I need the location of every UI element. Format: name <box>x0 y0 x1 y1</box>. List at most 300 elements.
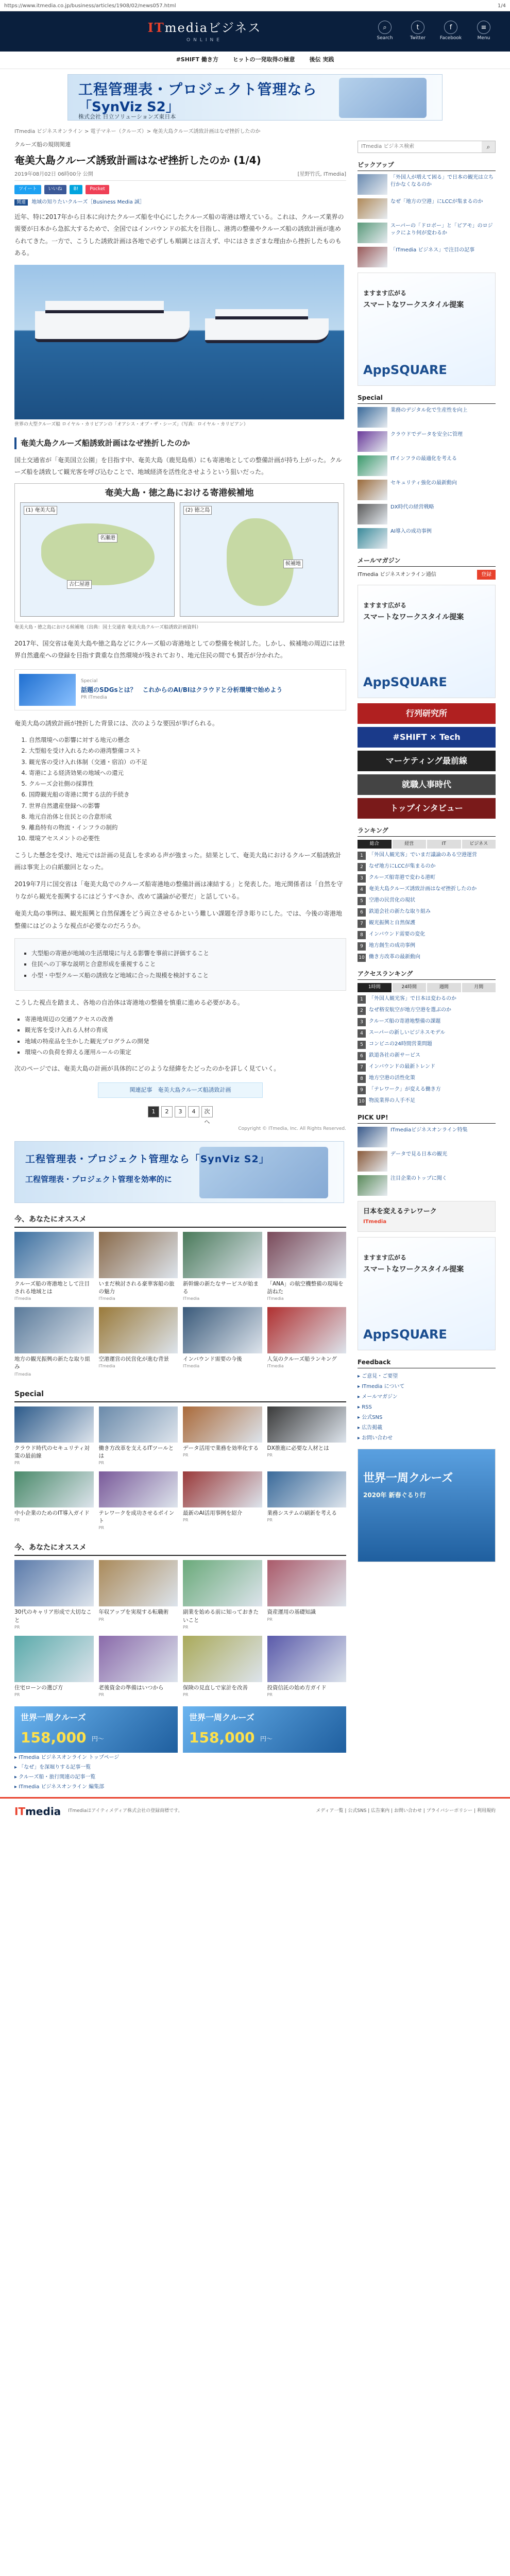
footer-logo-it: IT <box>14 1805 26 1818</box>
sidebar-special-item[interactable] <box>358 455 496 476</box>
recommend-card-source: ITmedia <box>14 1371 31 1377</box>
page-link[interactable]: 4 <box>188 1106 199 1117</box>
recommend-card-image <box>267 1307 347 1353</box>
header-icon-label: Twitter <box>410 36 426 41</box>
recommend2-card-image <box>99 1636 178 1682</box>
sidebar-ad-3-line1: 日本を変えるテレワーク <box>363 1207 437 1215</box>
sidebar-link[interactable]: ▸ メールマガジン <box>358 1394 398 1400</box>
sidebar-ad-4[interactable] <box>358 1237 496 1350</box>
bottom-ad-title: 世界一周クルーズ <box>189 1713 254 1723</box>
site-logo[interactable] <box>37 19 372 44</box>
ranking-item[interactable] <box>358 954 496 962</box>
inline-ad-label: Special <box>81 679 98 684</box>
ranking-tab[interactable]: 24時間 <box>393 983 427 992</box>
url-bar[interactable] <box>0 0 510 11</box>
bottom-ads <box>14 1706 346 1753</box>
sidebar-ad-5-title: 世界一周クルーズ <box>363 1471 453 1485</box>
rank-number: 10 <box>358 1097 366 1106</box>
share-button[interactable]: ツイート <box>14 185 41 194</box>
list-item: 9. 離島特有の物流・インフラの制約 <box>29 822 346 833</box>
recommend2-card-image <box>14 1636 94 1682</box>
banner-graphic <box>339 78 427 118</box>
list-item: ▪ 小型・中型クルーズ船の誘致など地域に合った規模を検討すること <box>31 970 339 981</box>
sidebar-special-item[interactable] <box>358 528 496 549</box>
rank-number: 3 <box>358 1018 366 1026</box>
recommend2-card[interactable] <box>183 1636 262 1698</box>
recommend-grid <box>14 1232 346 1378</box>
pickup-title: 「外国人が増えて困る」で日本の観光は立ち行かなくなるのか <box>390 174 494 188</box>
footer-link[interactable]: ▸ 「なぜ」を深堀りする記事一覧 <box>14 1765 91 1771</box>
map-title: 奄美大島・徳之島における寄港候補地 <box>105 488 254 499</box>
special-card-source: PR <box>14 1518 20 1523</box>
bottom-ad-price: 158,000 <box>21 1729 87 1747</box>
share-button[interactable]: Pocket <box>86 185 109 194</box>
recommend2-card-title: 資産運用の基礎知識 <box>267 1609 316 1616</box>
page-link[interactable]: 1 <box>148 1106 159 1117</box>
sidebar-ad-1[interactable] <box>358 273 496 386</box>
pickup-item[interactable] <box>358 247 496 267</box>
recommend-card[interactable] <box>267 1232 347 1302</box>
related-article-box[interactable]: 関連記事 奄美大島クルーズ船誘致計画 <box>98 1082 263 1098</box>
list-item: 3. 観光客の受け入れ体制（交通・宿泊）の不足 <box>29 757 346 768</box>
paragraph-2: 国土交通省が「奄美国立公園」を目指す中、奄美大島（鹿児島県）にも寄港地としての整備計画が持ち上がった。クルーズ船を誘致して観光客を呼び込むことで、地域経済を活性化させようという狙いだった。 <box>14 456 342 476</box>
pickup2-title: ITmediaビジネスオンライン特集 <box>390 1127 468 1133</box>
pickup2-heading: PICK UP! <box>358 1113 496 1124</box>
rank-number: 7 <box>358 1063 366 1072</box>
special-card[interactable] <box>267 1471 347 1531</box>
recommend2-card-source: PR <box>98 1617 104 1622</box>
banner-line1: 工程管理表・プロジェクト管理なら <box>78 80 317 98</box>
rank-title: 「テレワーク」が変える働き方 <box>369 1086 441 1092</box>
special-card[interactable] <box>183 1406 262 1466</box>
ranking-item[interactable] <box>358 1052 496 1060</box>
ranking-item[interactable] <box>358 1097 496 1106</box>
sidebar-special-title: DX時代の経営戦略 <box>390 504 434 510</box>
recommend-card-image <box>183 1232 262 1278</box>
sidebar-ad-3-brand: ITmedia <box>363 1218 387 1225</box>
sidebar-special-item[interactable] <box>358 431 496 452</box>
island-amami <box>41 523 155 585</box>
ranking-item[interactable] <box>358 1086 496 1094</box>
pickup2-title: データで見る日本の観光 <box>390 1151 447 1157</box>
pickup-thumb <box>358 223 387 243</box>
newsletter-button[interactable]: 登録 <box>477 570 496 580</box>
recommend-card[interactable] <box>14 1307 94 1377</box>
copyright: Copyright © ITmedia, Inc. All Rights Reserved. <box>238 1126 346 1132</box>
sidebar-ad-1-line2: スマートなワークスタイル提案 <box>363 300 464 309</box>
sidebar-link[interactable]: ▸ ITmedia について <box>358 1383 405 1389</box>
menu-button[interactable] <box>471 21 497 42</box>
pickup-item[interactable] <box>358 223 496 243</box>
recommend2-card-title: 副業を始める前に知っておきたいこと <box>183 1609 259 1623</box>
ranking-tab[interactable]: 総合 <box>358 840 392 849</box>
list-intro: 奄美大島の誘致計画が挫折した背景には、次のような要因が挙げられる。 <box>14 719 219 727</box>
special-card-title: DX推進に必要な人材とは <box>267 1445 329 1451</box>
mid-banner-ad[interactable] <box>14 1141 344 1203</box>
column-banner[interactable]: 就職人事時代 <box>358 774 496 795</box>
bottom-cruise-ad[interactable] <box>183 1706 346 1753</box>
ranking-tab[interactable]: 月間 <box>462 983 496 992</box>
ranking-tab[interactable]: IT <box>427 840 461 849</box>
port-candidate-map[interactable] <box>14 483 344 622</box>
map-panel-1 <box>20 502 175 617</box>
rank-number: 1 <box>358 995 366 1004</box>
paragraph-6: 奄美大島の事例は、観光振興と自然保護をどう両立させるかという難しい課題を浮き彫りにした。では、今後の寄港地整備にはどのような視点が必要なのだろうか。 <box>14 910 343 929</box>
special-card[interactable] <box>14 1471 94 1531</box>
ship-shape-2 <box>205 318 329 343</box>
cruise-ship-photo <box>14 265 344 419</box>
sidebar-special-thumb <box>358 407 387 428</box>
recommend-card-title: 人気のクルーズ船ランキング <box>267 1356 337 1363</box>
footer-link[interactable]: ▸ ITmedia ビジネスオンライン トップページ <box>14 1755 120 1761</box>
map-panel-2 <box>180 502 338 617</box>
sidebar-special-item[interactable] <box>358 480 496 500</box>
special-card[interactable] <box>267 1406 347 1466</box>
footer-menu[interactable]: メディア一覧 | 公式SNS | 広告案内 | お問い合わせ | プライバシーポリシー | 利用規約 <box>316 1808 496 1814</box>
rank-title: 奄美大島クルーズ誘致計画はなぜ挫折したのか <box>369 886 477 892</box>
recommend2-card[interactable] <box>14 1560 94 1630</box>
rank-number: 8 <box>358 931 366 939</box>
sidebar-ad-5[interactable] <box>358 1449 496 1562</box>
ranking-item[interactable] <box>358 1007 496 1015</box>
map-caption: 奄美大島・徳之島における候補地（出典：国土交通省 奄美大島クルーズ船誘致計画資料） <box>14 625 201 631</box>
list-item: ▪ 観光客を受け入れる人材の育成 <box>25 1025 346 1036</box>
newsletter-heading: メールマガジン <box>358 556 496 567</box>
pickup2-list <box>358 1127 496 1196</box>
ranking-item[interactable] <box>358 931 496 939</box>
tag-nav-item[interactable]: 後伝 実践 <box>309 56 334 63</box>
newsletter-box <box>358 570 496 580</box>
sidebar-links <box>358 1371 496 1444</box>
bottom-ad-title: 世界一周クルーズ <box>21 1713 86 1723</box>
map-label-2: (2) 徳之島 <box>183 506 212 515</box>
column-banner[interactable]: 行列研究所 <box>358 703 496 724</box>
list-item: 10. 環境アセスメントの必要性 <box>29 833 346 844</box>
article-byline[interactable]: [星野竹氏, ITmedia] <box>297 172 346 177</box>
highlight-list <box>21 948 339 981</box>
special-card-title: 中小企業のためのIT導入ガイド <box>14 1510 90 1516</box>
special-card[interactable] <box>14 1406 94 1466</box>
ranking-item[interactable] <box>358 1063 496 1072</box>
recommend-card-image <box>99 1232 178 1278</box>
share-button[interactable]: いいね <box>44 185 66 194</box>
banner-line3: 株式会社 日立ソリューションズ東日本 <box>78 113 176 120</box>
pickup-item[interactable] <box>358 198 496 219</box>
ranking-item[interactable] <box>358 920 496 928</box>
special-card-image <box>267 1406 347 1443</box>
ranking-item[interactable] <box>358 942 496 951</box>
ranking-item[interactable] <box>358 1075 496 1083</box>
sidebar-special-list <box>358 407 496 549</box>
sidebar-ad-2[interactable] <box>358 585 496 698</box>
bullet-list <box>14 1014 346 1058</box>
sidebar-ad-4-line1: ますます広がる <box>363 1253 407 1261</box>
recommend-card-source: ITmedia <box>183 1364 200 1369</box>
ranking-item[interactable] <box>358 908 496 917</box>
pickup-thumb <box>358 247 387 267</box>
recommend-card-title: インバウンド需要の今後 <box>183 1356 242 1363</box>
special-card-source: PR <box>267 1518 273 1523</box>
sidebar-special-item[interactable] <box>358 504 496 524</box>
recommend2-card[interactable] <box>267 1636 347 1698</box>
rank-title: クルーズ船の寄港地整備の課題 <box>369 1018 441 1024</box>
recommend2-card-image <box>267 1636 347 1682</box>
related-info[interactable] <box>14 198 346 207</box>
special-card-image <box>14 1471 94 1507</box>
recommend2-card-title: 保険の見直しで家計を改善 <box>183 1684 248 1691</box>
ranking-item[interactable] <box>358 1029 496 1038</box>
recommend2-card[interactable] <box>183 1560 262 1630</box>
sidebar-ad-1-brand: AppSQUARE <box>363 362 447 377</box>
rank-number: 9 <box>358 942 366 951</box>
special-card-image <box>183 1471 262 1507</box>
recommend2-grid <box>14 1560 346 1698</box>
ranking-item[interactable] <box>358 874 496 883</box>
ranking-tab[interactable]: ビジネス <box>462 840 496 849</box>
special-card-image <box>99 1471 178 1507</box>
rank-title: インバウンドの最新トレンド <box>369 1063 436 1070</box>
special-card-source: PR <box>98 1460 104 1465</box>
special-heading: Special <box>14 1389 346 1402</box>
footer-link[interactable]: ▸ ITmedia ビジネスオンライン 編集部 <box>14 1784 105 1790</box>
special-card[interactable] <box>99 1406 178 1466</box>
pickup-title: 「ITmedia ビジネス」で注目の記事 <box>390 247 475 253</box>
rank-title: 働き方改革の最新動向 <box>369 954 420 960</box>
pickup-thumb <box>358 198 387 219</box>
twitter-button[interactable] <box>405 21 431 42</box>
rank-title: 「外国人観光客」で日本は変わるのか <box>369 995 456 1002</box>
access-heading: アクセスランキング <box>358 969 496 980</box>
paragraph-4: こうした懸念を受け、地元では計画の見直しを求める声が強まった。結果として、奄美大島におけるクルーズ船誘致計画は事実上の白紙撤回となった。 <box>14 851 342 871</box>
sidebar-special-thumb <box>358 455 387 476</box>
rank-title: 観光振興と自然保護 <box>369 920 415 926</box>
list-item: 1. 自然環境への影響に対する地元の懸念 <box>29 735 346 745</box>
recommend-card[interactable] <box>99 1307 178 1377</box>
twitter-icon: t <box>411 21 424 34</box>
sidebar-ad-4-brand: AppSQUARE <box>363 1327 447 1342</box>
footer-link[interactable]: ▸ クルーズ船・旅行関連の記事一覧 <box>14 1774 96 1781</box>
search-button[interactable] <box>372 21 398 42</box>
paragraph-3: 2017年、国交省は奄美大島や徳之島などにクルーズ船の寄港地としての整備を検討した。しかし、候補地の周辺には世界自然遺産への登録を目指す貴重な自然環境が残されており、地元住民の間でも賛否が分かれた。 <box>14 639 345 659</box>
sidebar-search-input[interactable] <box>358 141 482 152</box>
bottom-ad-unit: 円〜 <box>260 1735 273 1743</box>
recommend-card[interactable] <box>183 1307 262 1377</box>
ranking-item[interactable] <box>358 995 496 1004</box>
ranking-item[interactable] <box>358 863 496 871</box>
ranking-tab[interactable]: 週間 <box>427 983 461 992</box>
breadcrumb[interactable]: ITmedia ビジネスオンライン > 電子マネー（クルーズ）> 奄美大島クルーズ誘致計画はなぜ挫折したのか <box>14 128 261 134</box>
sidebar-ad-5-subtitle: 2020年 新春ぐるり行 <box>363 1491 426 1499</box>
sidebar-ad-2-line2: スマートなワークスタイル提案 <box>363 613 464 621</box>
sidebar-ad-3[interactable] <box>358 1201 496 1232</box>
section-heading-1: 奄美大島クルーズ船誘致計画はなぜ挫折したのか <box>14 437 346 449</box>
mid-banner-line1: 工程管理表・プロジェクト管理なら「SynViz S2」 <box>25 1153 269 1165</box>
facebook-button[interactable] <box>438 21 464 42</box>
rank-number: 3 <box>358 874 366 883</box>
footer-links <box>0 1753 510 1792</box>
paragraph-7: こうした視点を踏まえ、各地の自治体は寄港地の整備を慎重に進める必要がある。 <box>14 998 244 1006</box>
sidebar-special-item[interactable] <box>358 407 496 428</box>
pickup-heading: ピックアップ <box>358 160 496 171</box>
sidebar-search <box>358 141 496 153</box>
recommend-card-source: ITmedia <box>98 1364 115 1369</box>
highlight-box <box>14 938 346 991</box>
special-card-title: 最新のAI活用事例を紹介 <box>183 1510 243 1516</box>
rank-title: 地方創生の成功事例 <box>369 943 415 948</box>
recommend-card-title: 「ANA」の航空機整備の現場を訪ねた <box>267 1280 344 1295</box>
search-icon: ⌕ <box>378 21 392 34</box>
special-card-source: PR <box>14 1460 20 1465</box>
sidebar-special-thumb <box>358 480 387 500</box>
sidebar-link[interactable]: ▸ ご意見・ご要望 <box>358 1373 398 1379</box>
special-card-source: PR <box>98 1526 104 1531</box>
share-button[interactable]: B! <box>70 185 83 194</box>
recommend2-heading: 今、あなたにオススメ <box>14 1543 346 1556</box>
recommend2-card-image <box>183 1636 262 1682</box>
article-date: 2019年08月02日 06時00分 公開 <box>14 172 93 177</box>
ranking-item[interactable] <box>358 852 496 860</box>
related-text: 地域の知りたいクルーズ［Business Media 誠］ <box>31 199 145 205</box>
rank-title: 鉄道各社の新サービス <box>369 1052 420 1058</box>
article-category[interactable]: クルーズ船の規則関連 <box>14 141 71 148</box>
url-text: https://www.itmedia.co.jp/business/articles/1908/02/news057.html <box>4 3 176 9</box>
inline-special-ad[interactable] <box>14 669 346 710</box>
page-link[interactable]: 2 <box>161 1106 173 1117</box>
ranking-item[interactable] <box>358 897 496 905</box>
page-link[interactable]: 次へ <box>201 1106 213 1117</box>
list-item: 8. 地元自治体と住民との合意形成 <box>29 811 346 822</box>
special-card-image <box>267 1471 347 1507</box>
ranking-heading: ランキング <box>358 826 496 837</box>
menu-icon: ≡ <box>477 21 490 34</box>
rank-number: 10 <box>358 954 366 962</box>
pickup2-thumb <box>358 1175 387 1196</box>
rank-number: 9 <box>358 1086 366 1094</box>
sidebar <box>358 138 496 1753</box>
sidebar-special-title: クラウドでデータを安全に管理 <box>390 431 463 437</box>
column-banners <box>358 703 496 819</box>
share-bar <box>14 185 346 194</box>
paragraph-8: 次のページでは、奄美大島の計画が具体的にどのような経緯をたどったのかを詳しく見ていく。 <box>14 1065 280 1073</box>
special-card-image <box>14 1406 94 1443</box>
pickup2-item[interactable] <box>358 1151 496 1172</box>
mid-banner-line2: 工程管理表・プロジェクト管理を効率的に <box>25 1174 172 1184</box>
inline-ad-by: PR ITmedia <box>81 694 107 700</box>
page-link[interactable]: 3 <box>175 1106 186 1117</box>
column-banner[interactable]: トップインタビュー <box>358 798 496 819</box>
special-card-title: 働き方改革を支えるITツールとは <box>98 1445 174 1459</box>
recommend2-card[interactable] <box>267 1560 347 1630</box>
recommend-card-image <box>14 1307 94 1353</box>
ranking-tab[interactable]: 経営 <box>393 840 427 849</box>
recommend-card-source: ITmedia <box>183 1296 200 1301</box>
logo-sub: ONLINE <box>186 38 223 43</box>
rank-number: 6 <box>358 908 366 917</box>
recommend-card-source: ITmedia <box>267 1364 284 1369</box>
footer-logo-media: media <box>25 1805 61 1818</box>
feedback-heading: Feedback <box>358 1358 496 1368</box>
tag-nav-item[interactable]: ヒットの一発取得の極意 <box>232 56 295 63</box>
column-banner[interactable]: マーケティング最前線 <box>358 751 496 771</box>
header-icons <box>372 21 497 42</box>
pickup-list <box>358 174 496 267</box>
sidebar-special-heading: Special <box>358 393 496 404</box>
footer-logo[interactable] <box>14 1804 61 1819</box>
ranking-tab[interactable]: 1時間 <box>358 983 392 992</box>
top-banner-ad[interactable] <box>67 74 443 121</box>
special-grid <box>14 1406 346 1532</box>
special-card-image <box>183 1406 262 1443</box>
pickup-title: スーパーの「ドロボー」と「ピアモ」のロジックにより何が変わるか <box>390 223 493 236</box>
ranking-item[interactable] <box>358 1041 496 1049</box>
map-label-candidate: 候補地 <box>283 560 303 568</box>
recommend2-card-title: 年収アップを実現する転職術 <box>98 1609 169 1616</box>
site-footer <box>0 1797 510 1824</box>
column-banner[interactable]: #SHIFT × Tech <box>358 727 496 748</box>
banner-line2: 「SynViz S2」 <box>78 99 179 115</box>
recommend2-card[interactable] <box>14 1636 94 1698</box>
recommend2-card-title: 老後資金の準備はいつから <box>98 1684 164 1691</box>
recommend-card-image <box>14 1232 94 1278</box>
recommend-card-title: 空港運営の民営化が進む背景 <box>98 1356 169 1363</box>
bottom-ad-unit: 円〜 <box>92 1735 105 1743</box>
ranking-item[interactable] <box>358 886 496 894</box>
bottom-cruise-ad[interactable] <box>14 1706 178 1753</box>
access-list <box>358 995 496 1106</box>
footer-text: ITmediaはアイティメディア株式会社の登録商標です。 <box>68 1808 183 1814</box>
photo-caption: 世界の大型クルーズ船 ロイヤル・カリビアンの「オアシス・オブ・ザ・シーズ」（写真：ロイヤル・カリビアン） <box>14 421 248 427</box>
pickup2-item[interactable] <box>358 1127 496 1147</box>
recommend2-card[interactable] <box>99 1636 178 1698</box>
ship-deck-2 <box>215 309 308 319</box>
special-card[interactable] <box>99 1471 178 1531</box>
logo-media: media <box>164 21 209 36</box>
recommend-card[interactable] <box>14 1232 94 1302</box>
pickup-thumb <box>358 174 387 195</box>
list-item: ▪ 大型船の寄港が地域の生活環境に与える影響を事前に評価すること <box>31 948 339 959</box>
sidebar-link[interactable]: ▸ 公式SNS <box>358 1414 383 1420</box>
sidebar-link[interactable]: ▸ RSS <box>358 1404 372 1410</box>
sidebar-link[interactable]: ▸ お問い合わせ <box>358 1435 393 1441</box>
list-item: ▪ 住民への丁寧な説明と合意形成を重視すること <box>31 959 339 970</box>
article-main <box>14 138 346 1753</box>
tag-nav-item[interactable]: #SHIFT 働き方 <box>176 56 218 63</box>
pickup2-item[interactable] <box>358 1175 496 1196</box>
rank-title: インバウンド需要の変化 <box>369 931 426 937</box>
special-card[interactable] <box>183 1471 262 1531</box>
recommend-card-title: クルーズ船の寄港地として注目される地域とは <box>14 1280 90 1295</box>
sidebar-special-title: 業務のデジタル化で生産性を向上 <box>390 407 468 413</box>
recommend2-card[interactable] <box>99 1560 178 1630</box>
map-label-4: 古仁屋港 <box>67 580 92 589</box>
ranking-item[interactable] <box>358 1018 496 1026</box>
rank-number: 8 <box>358 1075 366 1083</box>
rank-title: 「外国人観光客」でいまだ議論のある空港運営 <box>369 852 477 858</box>
special-card-source: PR <box>183 1452 189 1458</box>
recommend-card[interactable] <box>183 1232 262 1302</box>
recommend-card[interactable] <box>267 1307 347 1377</box>
sidebar-special-title: セキュリティ強化の最新動向 <box>390 480 457 486</box>
article-title: 奄美大島クルーズ誘致計画はなぜ挫折したのか (1/4) <box>14 154 261 166</box>
search-icon[interactable]: ⌕ <box>482 141 495 152</box>
recommend-card[interactable] <box>99 1232 178 1302</box>
list-item: ▪ 環境への負荷を抑える運用ルールの策定 <box>25 1047 346 1058</box>
content-wrap <box>0 138 510 1753</box>
header-icon-label: Menu <box>477 36 490 41</box>
recommend2-card-source: PR <box>267 1617 273 1622</box>
pickup-item[interactable] <box>358 174 496 195</box>
sidebar-link[interactable]: ▸ 広告掲載 <box>358 1425 383 1431</box>
